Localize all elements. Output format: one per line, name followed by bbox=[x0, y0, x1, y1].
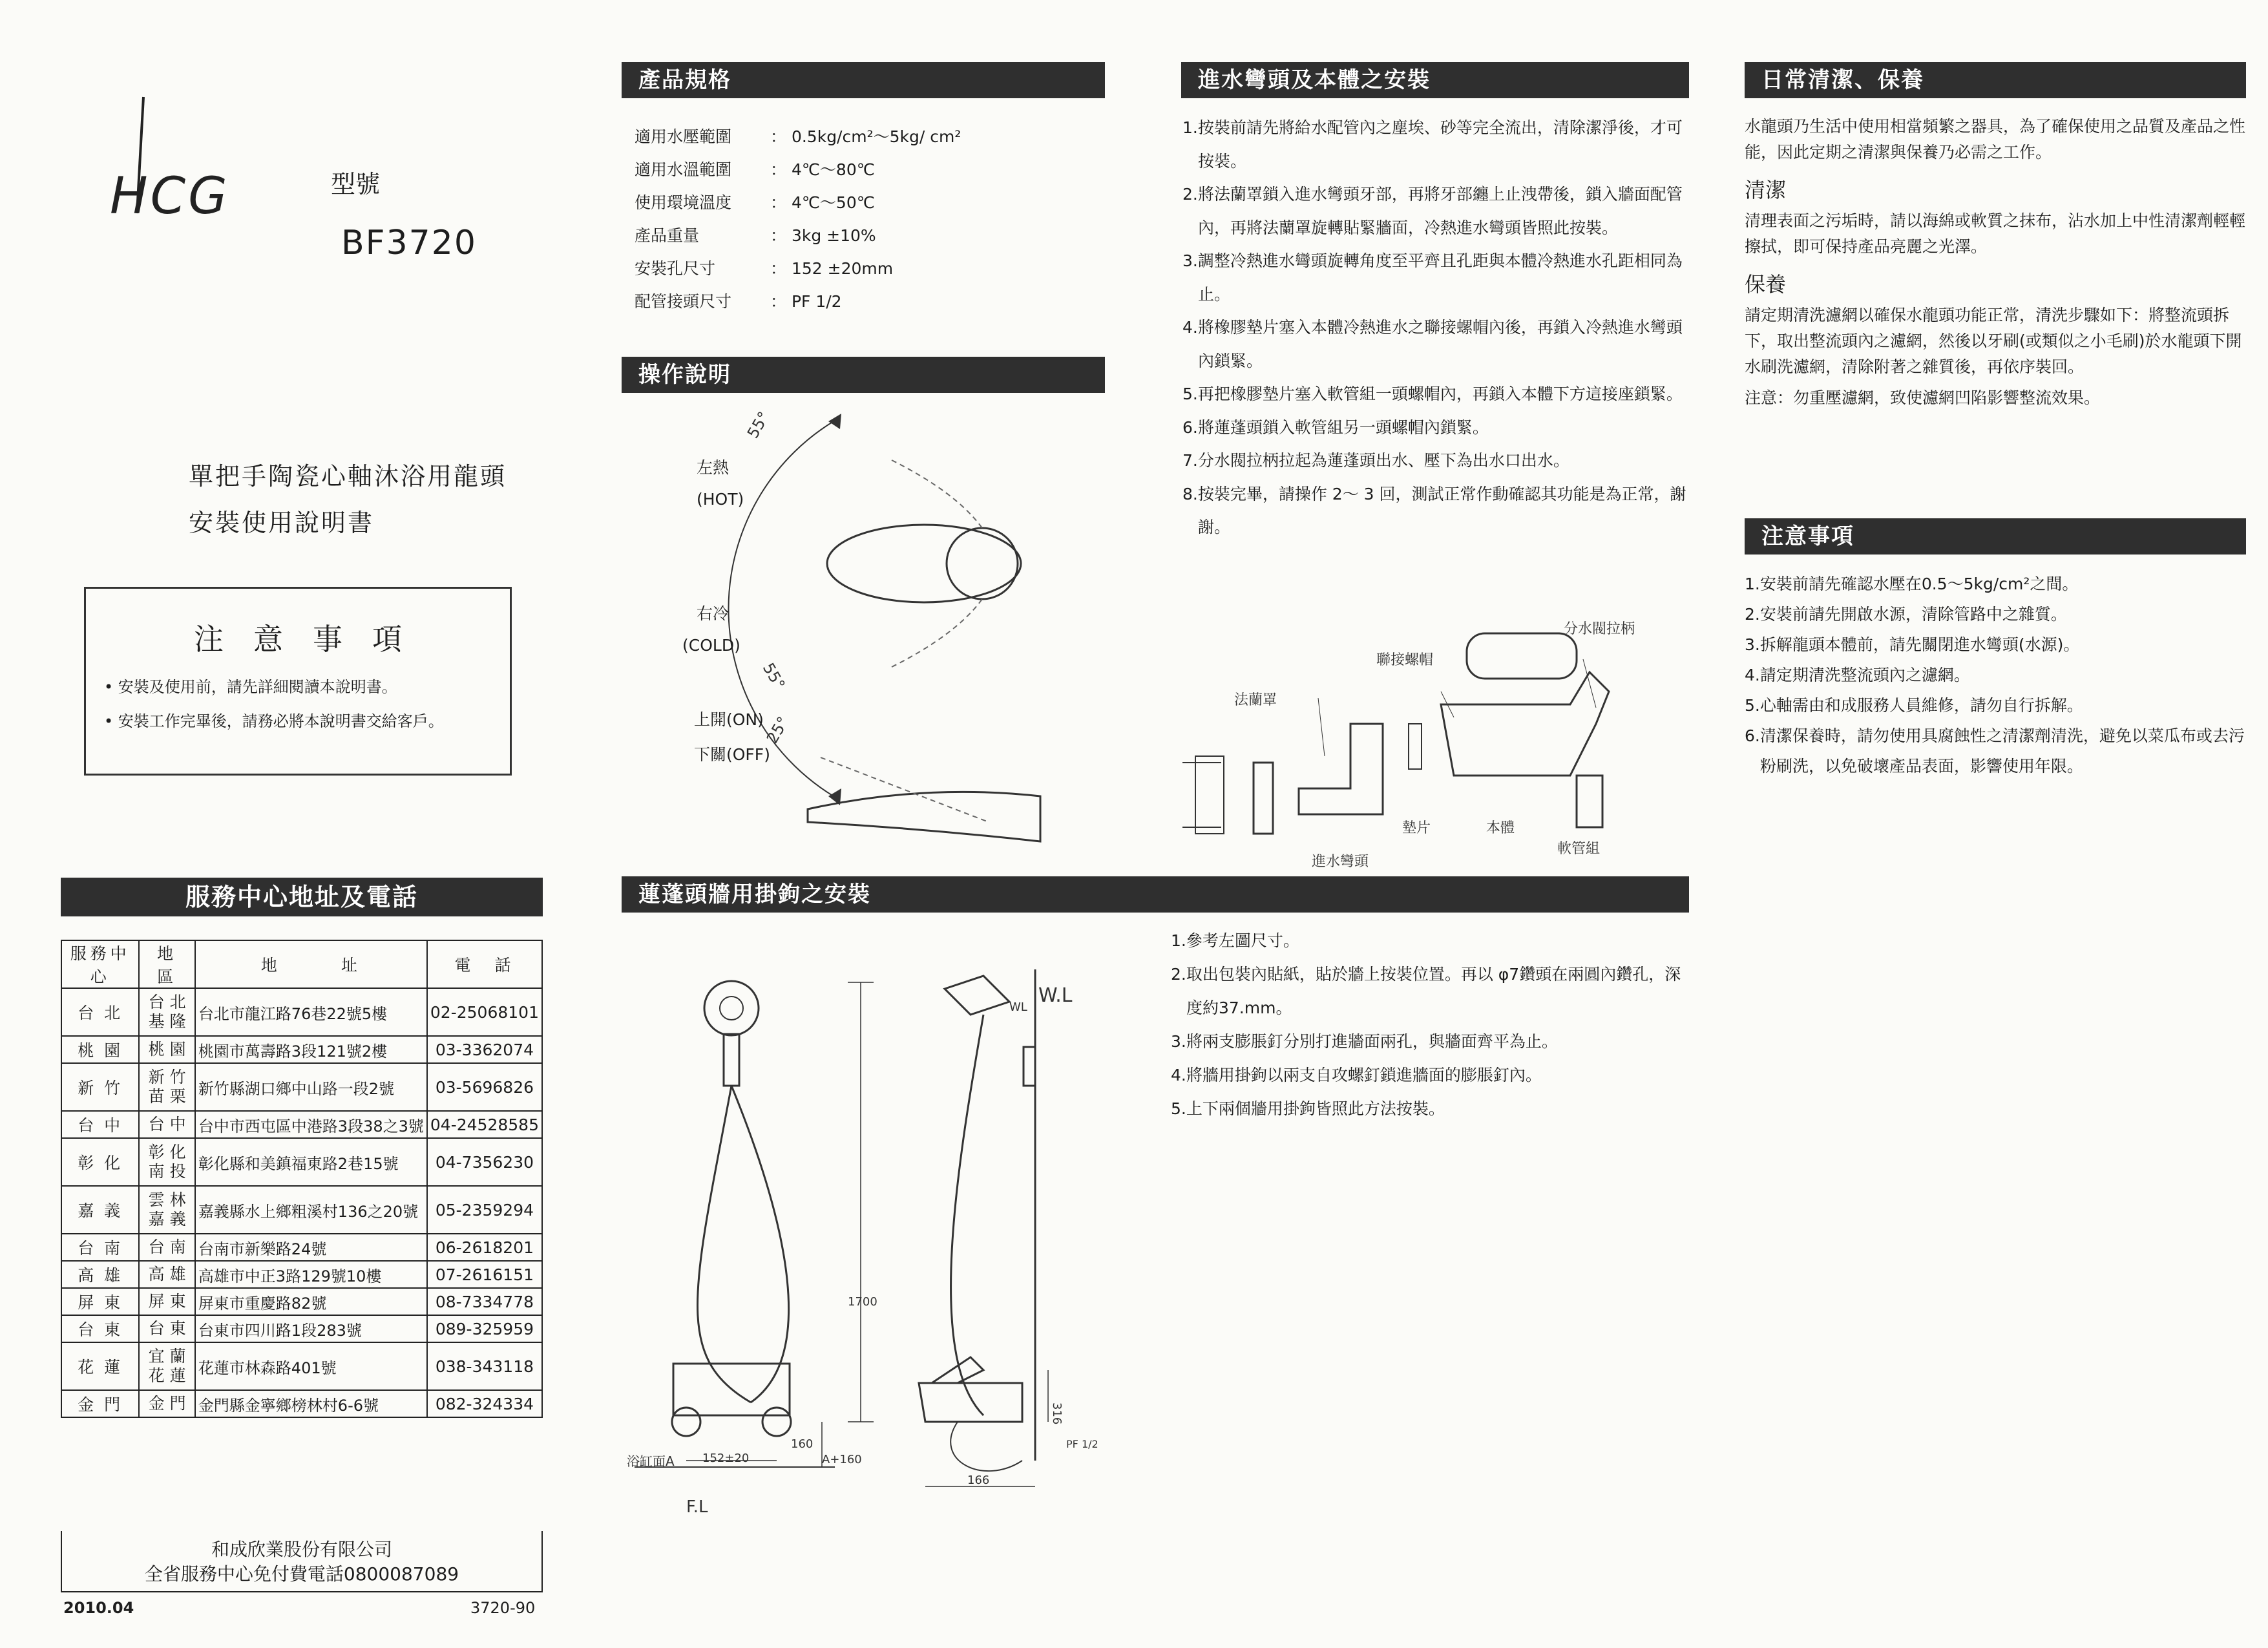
region-name: 金 門 bbox=[148, 1394, 186, 1413]
wall-section bbox=[1195, 756, 1224, 834]
table-row bbox=[61, 1063, 542, 1111]
service-center-cell: 嘉 義 bbox=[61, 1186, 139, 1234]
spec-label: 適用水溫範圍 bbox=[635, 160, 732, 179]
spec-label: 產品重量 bbox=[635, 226, 700, 245]
care-section bbox=[1745, 114, 2246, 411]
specs-list bbox=[635, 120, 961, 318]
notice-item: • 安裝及使用前，請先詳細閱讀本說明書。 bbox=[104, 678, 397, 696]
caution-item: 4.請定期清洗整流頭內之濾網。 bbox=[1745, 666, 1970, 684]
phone-cell: 082-324334 bbox=[427, 1390, 542, 1417]
region-cell bbox=[139, 1234, 194, 1261]
service-table-body bbox=[61, 988, 542, 1417]
clean-title: 清潔 bbox=[1745, 178, 1787, 202]
dim-a160: A+160 bbox=[822, 1453, 862, 1466]
maint-note: 注意：勿重壓濾網，致使濾網凹陷影響整流效果。 bbox=[1745, 388, 2101, 407]
phone-cell: 07-2616151 bbox=[427, 1261, 542, 1288]
company-box bbox=[61, 1531, 543, 1592]
install-step: 4.將橡膠墊片塞入本體冷熱進水之聯接螺帽內後，再鎖入冷熱進水彎頭內鎖緊。 bbox=[1182, 318, 1683, 370]
install-step: 7.分水閥拉柄拉起為蓮蓬頭出水、壓下為出水口出水。 bbox=[1182, 451, 1570, 470]
hook-step: 5.上下兩個牆用掛鉤皆照此方法按裝。 bbox=[1171, 1099, 1445, 1118]
maint-title: 保養 bbox=[1745, 272, 1787, 297]
label-elbow: 進水彎頭 bbox=[1312, 854, 1369, 870]
on-position-outline bbox=[821, 757, 989, 822]
table-row bbox=[61, 1342, 542, 1390]
address-cell: 屏東市重慶路82號 bbox=[195, 1288, 427, 1315]
table-row bbox=[61, 1234, 542, 1261]
spec-value: 4℃～80℃ bbox=[791, 160, 875, 179]
phone-cell: 038-343118 bbox=[427, 1342, 542, 1390]
table-row bbox=[61, 1261, 542, 1288]
region-cell bbox=[139, 1036, 194, 1063]
region-name: 南 投 bbox=[148, 1162, 186, 1181]
dim-166: 166 bbox=[967, 1474, 990, 1487]
address-cell: 桃園市萬壽路3段121號2樓 bbox=[195, 1036, 427, 1063]
phone-cell: 03-5696826 bbox=[427, 1063, 542, 1111]
lever-top-view bbox=[827, 525, 1021, 602]
specs-header: 產品規格 bbox=[622, 62, 1105, 98]
hose-side bbox=[951, 1015, 983, 1415]
region-name: 苗 栗 bbox=[148, 1087, 186, 1106]
hook-step: 3.將兩支膨脹釘分別打進牆面兩孔，與牆面齊平為止。 bbox=[1171, 1032, 1558, 1051]
phone-cell: 05-2359294 bbox=[427, 1186, 542, 1234]
doc-title-line2: 安裝使用說明書 bbox=[189, 509, 375, 537]
region-cell bbox=[139, 1315, 194, 1342]
table-row bbox=[61, 1315, 542, 1342]
clean-text: 清理表面之污垢時，請以海綿或軟質之抹布，沾水加上中性清潔劑輕輕擦拭，即可保持產品亮麗之光澤。 bbox=[1745, 211, 2246, 256]
shower-dimension-drawing bbox=[622, 969, 1151, 1538]
cautions-list bbox=[1745, 569, 2246, 781]
install-header: 進水彎頭及本體之安裝 bbox=[1181, 62, 1689, 98]
model-number: BF3720 bbox=[341, 224, 477, 262]
service-center-cell: 高 雄 bbox=[61, 1261, 139, 1288]
cold-en: (COLD) bbox=[682, 636, 740, 655]
elbow-part bbox=[1299, 724, 1383, 814]
region-name: 基 隆 bbox=[148, 1012, 186, 1031]
shower-holder-front bbox=[724, 1034, 739, 1086]
lever-side-view bbox=[808, 792, 1040, 841]
region-name: 台 南 bbox=[148, 1238, 186, 1256]
spec-label: 使用環境溫度 bbox=[635, 193, 732, 212]
install-step: 1.按裝前請先將給水配管內之塵埃、砂等完全流出，清除潔淨後，才可按裝。 bbox=[1182, 118, 1683, 171]
phone-cell: 08-7334778 bbox=[427, 1288, 542, 1315]
address-cell: 嘉義縣水上鄉粗溪村136之20號 bbox=[195, 1186, 427, 1234]
spec-value: 152 ±20mm bbox=[791, 259, 894, 278]
label-body: 本體 bbox=[1486, 820, 1515, 836]
column-header: 地 址 bbox=[195, 940, 427, 988]
service-center-cell: 新 竹 bbox=[61, 1063, 139, 1111]
maint-text: 請定期清洗濾網以確保水龍頭功能正常，清洗步驟如下：將整流頭拆下，取出整流頭內之濾網，然後以牙刷(或類似之小毛刷)於水龍頭下開水刷洗濾網，清除附著之雜質後，再依序裝回。 bbox=[1745, 306, 2242, 376]
cold-position-outline bbox=[892, 599, 982, 667]
operation-header: 操作說明 bbox=[622, 357, 1105, 393]
dim-316: 316 bbox=[1050, 1402, 1064, 1425]
service-center-cell: 台 東 bbox=[61, 1315, 139, 1342]
spec-row: 配管接頭尺寸 ： PF 1/2 bbox=[635, 285, 961, 318]
spec-row: 適用水溫範圍 ： 4℃～80℃ bbox=[635, 153, 961, 186]
body-part bbox=[1441, 672, 1609, 776]
table-header-row bbox=[61, 940, 542, 988]
region-name: 花 蓮 bbox=[148, 1366, 186, 1385]
address-cell: 台北市龍江路76巷22號5樓 bbox=[195, 988, 427, 1036]
mixer-body-side bbox=[919, 1383, 1022, 1422]
service-table bbox=[61, 940, 543, 1418]
spec-row: 安裝孔尺寸 ： 152 ±20mm bbox=[635, 252, 961, 285]
spec-label: 配管接頭尺寸 bbox=[635, 292, 732, 311]
region-cell bbox=[139, 1390, 194, 1417]
service-center-cell: 屏 東 bbox=[61, 1288, 139, 1315]
column-header: 服務中心 bbox=[61, 940, 139, 988]
company-name: 和成欣業股份有限公司 bbox=[211, 1539, 392, 1560]
install-step: 2.將法蘭罩鎖入進水彎頭牙部，再將牙部纏上止洩帶後，鎖入牆面配管內，再將法蘭罩旋轉貼緊牆面，冷熱進水彎頭皆照此按裝。 bbox=[1182, 185, 1683, 237]
angle-cold: 55° bbox=[759, 660, 789, 693]
care-intro: 水龍頭乃生活中使用相當頻繁之器具，為了確保使用之品質及產品之性能，因此定期之清潔與保養乃必需之工作。 bbox=[1745, 117, 2246, 162]
doc-title-line1: 單把手陶瓷心軸沐浴用龍頭 bbox=[189, 462, 507, 491]
region-name: 屏 東 bbox=[148, 1292, 186, 1311]
service-center-cell: 台 中 bbox=[61, 1111, 139, 1138]
region-name: 雲 林 bbox=[148, 1190, 186, 1209]
region-cell bbox=[139, 1138, 194, 1186]
pf-label: PF 1/2 bbox=[1066, 1438, 1098, 1450]
region-name: 嘉 義 bbox=[148, 1210, 186, 1229]
label-flange: 法蘭罩 bbox=[1234, 692, 1277, 708]
operation-diagram bbox=[678, 396, 1105, 848]
fl-label: F.L bbox=[686, 1497, 708, 1517]
table-row bbox=[61, 1036, 542, 1063]
region-name: 桃 園 bbox=[148, 1040, 186, 1059]
spec-value: 4℃～50℃ bbox=[791, 193, 875, 212]
lever-diagram bbox=[678, 396, 1105, 848]
address-cell: 花蓮市林森路401號 bbox=[195, 1342, 427, 1390]
cautions-header: 注意事項 bbox=[1745, 518, 2246, 555]
hot-position-outline bbox=[892, 460, 982, 528]
address-cell: 台中市西屯區中港路3段38之3號 bbox=[195, 1111, 427, 1138]
service-center-cell: 台 南 bbox=[61, 1234, 139, 1261]
service-header: 服務中心地址及電話 bbox=[61, 878, 543, 916]
angle-tilt: 25° bbox=[762, 713, 793, 746]
caution-item: 3.拆解龍頭本體前，請先關閉進水彎頭(水源)。 bbox=[1745, 635, 2080, 654]
install-exploded-view bbox=[1182, 595, 1686, 872]
region-cell bbox=[139, 988, 194, 1036]
table-row bbox=[61, 988, 542, 1036]
region-cell bbox=[139, 1111, 194, 1138]
hotline: 全省服務中心免付費電話0800087089 bbox=[144, 1563, 459, 1585]
caution-item: 6.清潔保養時，請勿使用具腐蝕性之清潔劑清洗，避免以菜瓜布或去污粉刷洗，以免破壞產品表面，影響使用年限。 bbox=[1745, 726, 2245, 776]
address-cell: 新竹縣湖口鄉中山路一段2號 bbox=[195, 1063, 427, 1111]
handle-part bbox=[1467, 633, 1577, 679]
hose-part bbox=[1577, 776, 1602, 827]
off-label: 下關(OFF) bbox=[694, 745, 770, 764]
footer-code: 3720-90 bbox=[470, 1599, 536, 1617]
on-label: 上開(ON) bbox=[694, 710, 764, 729]
address-cell: 金門縣金寧鄉榜林村6-6號 bbox=[195, 1390, 427, 1417]
cold-label: 右冷 bbox=[697, 604, 730, 623]
wl-big: W.L bbox=[1038, 984, 1073, 1007]
install-step: 8.按裝完畢，請操作 2～ 3 回，測試正常作動確認其功能是為正常，謝謝。 bbox=[1182, 484, 1686, 536]
region-cell bbox=[139, 1186, 194, 1234]
spec-row: 使用環境溫度 ： 4℃～50℃ bbox=[635, 186, 961, 219]
hook-diagram bbox=[622, 969, 1151, 1538]
region-name: 台 中 bbox=[148, 1115, 186, 1134]
caution-item: 5.心軸需由和成服務人員維修，請勿自行拆解。 bbox=[1745, 696, 2083, 715]
hot-label: 左熱 bbox=[697, 458, 730, 477]
table-row bbox=[61, 1138, 542, 1186]
install-step: 3.調整冷熱進水彎頭旋轉角度至平齊且孔距與本體冷熱進水孔距相同為止。 bbox=[1182, 251, 1683, 304]
label-hose: 軟管組 bbox=[1557, 841, 1601, 857]
region-name: 台 北 bbox=[148, 993, 186, 1011]
service-center-cell: 台 北 bbox=[61, 988, 139, 1036]
column-header: 地 區 bbox=[139, 940, 194, 988]
hook-step: 2.取出包裝內貼紙，貼於牆上按裝位置。再以 φ7鑽頭在兩圓內鑽孔，深度約37.mm。 bbox=[1171, 965, 1681, 1017]
lever-hub bbox=[947, 528, 1018, 599]
notice-item: • 安裝工作完畢後，請務必將本說明書交給客戶。 bbox=[104, 712, 444, 730]
spec-label: 安裝孔尺寸 bbox=[635, 259, 716, 278]
phone-cell: 089-325959 bbox=[427, 1315, 542, 1342]
shower-head-side bbox=[945, 976, 1009, 1015]
service-center-cell: 金 門 bbox=[61, 1390, 139, 1417]
brand-logo bbox=[103, 90, 233, 220]
install-step: 6.將蓮蓬頭鎖入軟管組另一頭螺帽內鎖緊。 bbox=[1182, 417, 1489, 437]
table-row bbox=[61, 1390, 542, 1417]
address-cell: 彰化縣和美鎮福東路2巷15號 bbox=[195, 1138, 427, 1186]
caution-item: 1.安裝前請先確認水壓在0.5～5kg/cm²之間。 bbox=[1745, 575, 2079, 593]
table-row bbox=[61, 1288, 542, 1315]
hook-header: 蓮蓬頭牆用掛鉤之安裝 bbox=[622, 876, 1689, 913]
spec-label: 適用水壓範圍 bbox=[635, 127, 732, 146]
column-header: 電 話 bbox=[427, 940, 542, 988]
table-row bbox=[61, 1186, 542, 1234]
shower-holder-side bbox=[1024, 1047, 1035, 1086]
region-name: 彰 化 bbox=[148, 1143, 186, 1161]
dim-160: 160 bbox=[791, 1437, 814, 1451]
phone-cell: 04-7356230 bbox=[427, 1138, 542, 1186]
footer-date: 2010.04 bbox=[63, 1599, 134, 1617]
phone-cell: 06-2618201 bbox=[427, 1234, 542, 1261]
label-nut: 聯接螺帽 bbox=[1376, 652, 1434, 668]
flange-part bbox=[1254, 763, 1273, 834]
hook-step: 1.參考左圖尺寸。 bbox=[1171, 931, 1299, 950]
dim-152: 152±20 bbox=[702, 1452, 750, 1465]
spec-row: 適用水壓範圍 ： 0.5kg/cm²～5kg/ cm² bbox=[635, 120, 961, 153]
hook-steps bbox=[1171, 924, 1688, 1126]
region-cell bbox=[139, 1063, 194, 1111]
region-cell bbox=[139, 1342, 194, 1390]
region-cell bbox=[139, 1288, 194, 1315]
arrow-head bbox=[828, 414, 841, 429]
shower-head-front bbox=[704, 981, 759, 1035]
notice-box bbox=[84, 587, 512, 776]
spec-value: 3kg ±10% bbox=[791, 226, 876, 245]
region-name: 宜 蘭 bbox=[148, 1347, 186, 1366]
service-center-cell: 桃 園 bbox=[61, 1036, 139, 1063]
install-step: 5.再把橡膠墊片塞入軟管組一頭螺帽內，再鎖入本體下方這接座鎖緊。 bbox=[1182, 385, 1683, 403]
region-name: 高 雄 bbox=[148, 1265, 186, 1284]
service-center-cell: 彰 化 bbox=[61, 1138, 139, 1186]
angle-hot: 55° bbox=[743, 408, 773, 441]
spec-row: 產品重量 ： 3kg ±10% bbox=[635, 219, 961, 252]
phone-cell: 03-3362074 bbox=[427, 1036, 542, 1063]
install-diagram bbox=[1182, 595, 1686, 872]
dim-1700: 1700 bbox=[848, 1295, 877, 1309]
gasket-part bbox=[1409, 724, 1422, 769]
region-cell bbox=[139, 1261, 194, 1288]
spec-value: PF 1/2 bbox=[791, 292, 842, 311]
wl-small: WL bbox=[1009, 1000, 1027, 1014]
table-row bbox=[61, 1111, 542, 1138]
hook-step: 4.將牆用掛鉤以兩支自攻螺釘鎖進牆面的膨脹釘內。 bbox=[1171, 1066, 1542, 1084]
service-center-cell: 花 蓮 bbox=[61, 1342, 139, 1390]
label-diverter: 分水閥拉柄 bbox=[1564, 621, 1635, 637]
install-steps bbox=[1182, 111, 1690, 544]
model-label: 型號 bbox=[331, 170, 381, 198]
address-cell: 台南市新樂路24號 bbox=[195, 1234, 427, 1261]
hose-front bbox=[698, 1086, 751, 1402]
region-name: 台 東 bbox=[148, 1319, 186, 1338]
notice-title: 注 意 事 項 bbox=[194, 622, 402, 657]
region-name: 新 竹 bbox=[148, 1068, 186, 1086]
caution-item: 2.安裝前請先開啟水源，清除管路中之雜質。 bbox=[1745, 605, 2067, 624]
spec-value: 0.5kg/cm²～5kg/ cm² bbox=[791, 127, 961, 146]
phone-cell: 02-25068101 bbox=[427, 988, 542, 1036]
hot-en: (HOT) bbox=[697, 490, 744, 509]
phone-cell: 04-24528585 bbox=[427, 1111, 542, 1138]
care-header: 日常清潔、保養 bbox=[1745, 62, 2246, 98]
tub-label: 浴缸面A bbox=[627, 1453, 675, 1469]
label-gasket: 墊片 bbox=[1402, 820, 1431, 836]
address-cell: 台東市四川路1段283號 bbox=[195, 1315, 427, 1342]
logo-text: HCG bbox=[110, 167, 230, 220]
address-cell: 高雄市中正3路129號10樓 bbox=[195, 1261, 427, 1288]
logo-graphic bbox=[103, 90, 233, 220]
